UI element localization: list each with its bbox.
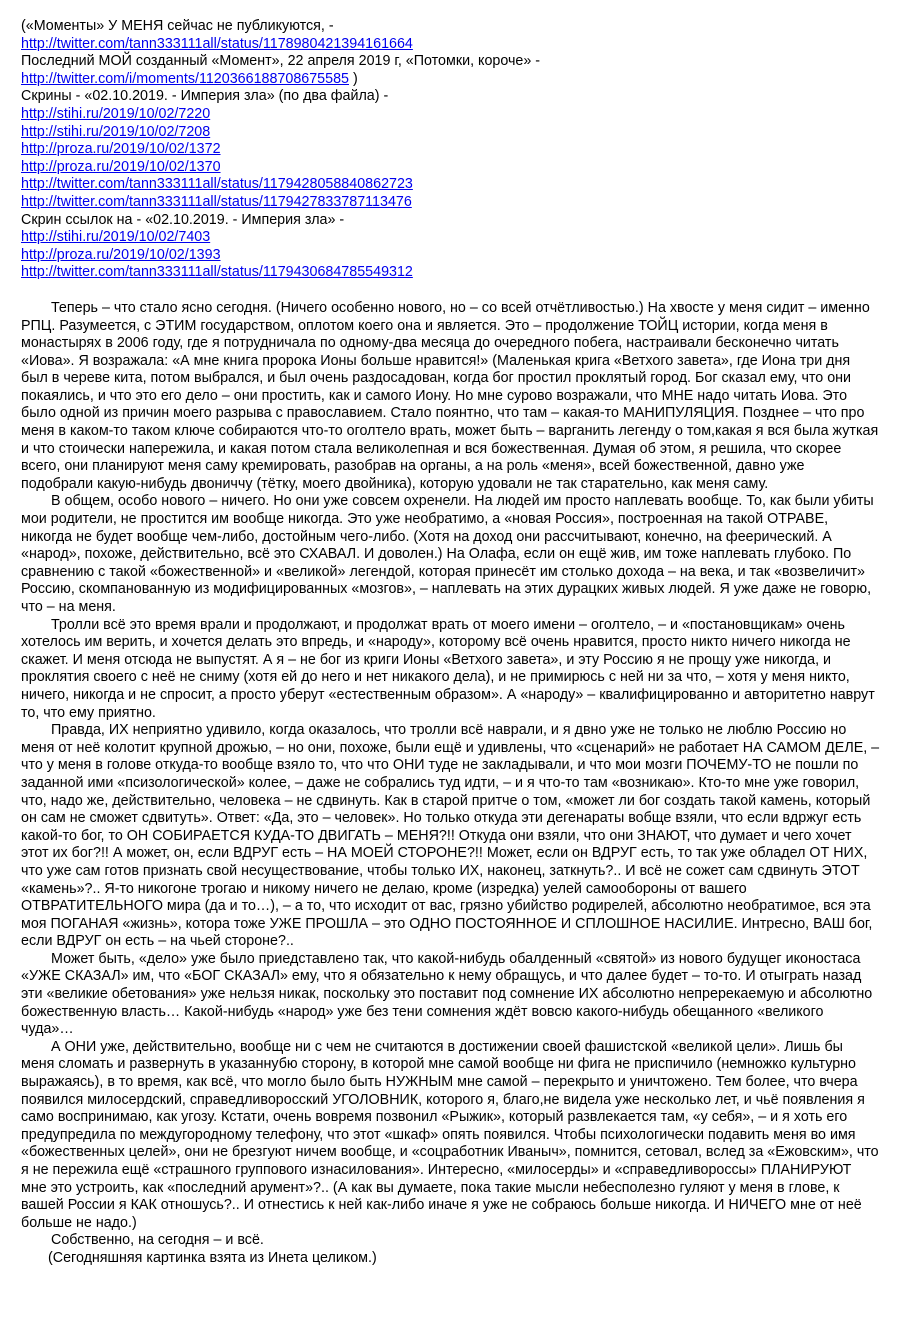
stihi-link[interactable]: http://stihi.ru/2019/10/02/7208 xyxy=(21,123,211,140)
status-link[interactable]: http://twitter.com/tann333111all/status/1179430684785549312 xyxy=(21,264,413,281)
stihi-link[interactable]: http://stihi.ru/2019/10/02/7220 xyxy=(21,105,211,122)
stihi-link[interactable]: http://stihi.ru/2019/10/02/7403 xyxy=(21,229,211,246)
header-links-block xyxy=(21,18,880,282)
header-line: Последний МОЙ созданный «Момент», 22 апреля 2019 г, «Потомки, короче» - xyxy=(21,53,541,70)
image-caption: (Сегодняшняя картинка взята из Инета целиком.) xyxy=(48,1249,377,1266)
header-line: («Моменты» У МЕНЯ сейчас не публикуются, - xyxy=(21,18,334,34)
body-paragraph: Правда, ИХ неприятно удивило, когда оказалось, что тролли всё наврали, и я двно уже не только не люблю Россию но меня от неё колотит крупной дрожью, – но они, похоже, были ещё и удивлены, что «сценарий» не работает НА САМОМ ДЕЛЕ, – что у меня в голове откуда-то вообще взяло то, что что ОНИ туде не закладывали, и что мои мозги ПОЧЕМУ-ТО не пошли по заданной ими «псизологической» колее, – даже не собрались туд идти, – и я что-то там «возникаю». Кто-то мне уже говорил, что, надо же, действительно, человека – не сдвинуть. Как в старой притче о том, «может ли бог создать такой камень, который он сам не сможет сдвитуть». Ответ: «Да, это – человек». Но только откуда эти дегенараты вобще взяли, что если вдржуг есть какой-то бог, то ОН СОБИРАЕТСЯ КУДА-ТО ДВИГАТЬ – МЕНЯ?!! Откуда они взяли, что они ЗНАЮТ, что думает и чего хочет этот их бог?!! А может, он, если ВДРУГ есть – НА МОЕЙ СТОРОНЕ?!! Может, если он ВДРУГ есть, то так уже обладел ОТ НИХ, что уже сам готов признать свой несуществование, чтобы только ИХ, наконец, заткнуть?.. И всё не сожет сам сдвинуть ЭТОТ «камень»?.. Я-то никогоне трогаю и никому ничего не делаю, кроме (изредка) уелей самообороны от вашего ОТВРАТИТЕЛЬНОГО мира (да и то…), – а то, что исходит от вас, грязно убийство родирелей, абсолютно необратимое, вся эта моя ПОГАНАЯ «жизнь», котора тоже УЖЕ ПРОШЛА – это ОДНО ПОСТОЯННОЕ И СПЛОШНОЕ НАСИЛИЕ. Интресно, ВАШ бог, если ВДРУГ он есть – на чьей стороне?.. xyxy=(21,722,880,950)
body-paragraph: Тролли всё это время врали и продолжают, и продолжат врать от моего имени – оголтело, – и «постановщикам» очень хотелось им верить, и хочется делать это впредь, и «народу», которому всё очень нравится, просто никто ничего никогда не скажет. И меня отсюда не выпустят. А я – не бог из криги Ионы «Ветхого завета», и эту Россию я не прощу уже никогда, и проклятия своего с неё не сниму (хотя ей до него и нет никакого дела), и не примирюсь с ней ни за что, – хотя у меня никто, ничего, никогда и не спросит, а просто уберут «естественным образом». А «народу» – квалифицированно и авторитетно наврут то, что ему приятно. xyxy=(21,616,875,721)
closing-line: Собственно, на сегодня – и всё. xyxy=(51,1232,264,1249)
header-line: Скрин ссылок на - «02.10.2019. - Империя зла» - xyxy=(21,211,345,228)
closing-paren: ) xyxy=(348,70,358,87)
body-paragraph: В общем, особо нового – ничего. Но они уже совсем охренели. На людей им просто наплевать вообще. То, как были убиты мои родители, не простится им вообще никогда. Это уже необратимо, а «новая Россия», построенная на такой ОТРАВЕ, никогда не будет вообще чем-либо, достойным чего-либо. (Хотя на доход они рассчитывают, конечно, на феерический. А «народ», похоже, действительно, всё это СХАВАЛ. И доволен.) На Олафа, если он ещё жив, им тоже наплевать глубоко. По сравнению с такой «божественной» и «великой» легендой, которая принесёт им столько дохода – на века, и так «возвеличит» Россию, скомпанованную из модифицированных «мозгов», – наплевать на этих дурацких живых людей. Я уже даже не говорю, что – на меня. xyxy=(21,493,874,615)
proza-link[interactable]: http://proza.ru/2019/10/02/1370 xyxy=(21,158,221,175)
status-link[interactable]: http://twitter.com/tann333111all/status/1178980421394161664 xyxy=(21,35,413,52)
status-link[interactable]: http://twitter.com/tann333111all/status/1179427833787113476 xyxy=(21,193,412,210)
moment-link[interactable]: http://twitter.com/i/moments/1120366188708675585 xyxy=(21,70,349,87)
body-paragraph: А ОНИ уже, действительно, вообще ни с чем не считаются в достижении своей фашистской «великой цели». Лишь бы меня сломать и развернуть в указаннубю сторону, в которой мне самой вообще ни фига не приспичило (немножко культурно выражаясь), в то время, как всё, что могло было быть НУЖНЫМ мне самой – перекрыто и уничтожено. Тем более, что вчера появился милосердский, справедливоросский УГОЛОВНИК, которого я, благо,не видела уже несколько лет, и чьё появления я само воспринимаю, как угозу. Кстати, очень вовремя позвонил «Рыжик», который развлекается там, «у себя», – и я хоть его предупредила по междугородному телефону, что этот «шкаф» опять появился. Чтобы психологически подавить меня во имя «божественных целей», они не брезгуют ничем вообще, и «соцработник Иваныч», помнится, сетовал, вслед за «Ежовским», что я не пережила ещё «страшного группового изнасилования». Интересно, «милосерды» и «справедливороссы» ПЛАНИРУЮТ мне это устроить, как «последний арумент»?.. (А как вы думаете, пока такие мысли небесполезно гуляют у меня в глове, к вашей России я КАК отношусь?.. И отнестись к ней как-либо иначе я уже не собраюсь больше никогда. И НИЧЕГО мне от неё больше не надо.) xyxy=(21,1038,879,1231)
header-line: Скрины - «02.10.2019. - Империя зла» (по два файла) - xyxy=(21,88,389,105)
proza-link[interactable]: http://proza.ru/2019/10/02/1372 xyxy=(21,141,221,158)
body-paragraph: Может быть, «дело» уже было приедставлено так, что какой-нибудь обалденный «святой» из нового будущег иконостаса «УЖЕ СКАЗАЛ» им, что «БОГ СКАЗАЛ» ему, что я обязательно к нему обращусь, и что далее будет – то-то. И отыграть назад эти «великие обетования» уже нельзя никак, поскольку это поставит под сомнение ИХ абсолютно непререкаемую и абсолютно божественную власть… Какой-нибудь «народ» уже без тени сомнения ждёт вовсю какого-нибудь обещанного «великого чуда»… xyxy=(21,950,873,1038)
body-paragraph: Теперь – что стало ясно сегодня. (Ничего особенно нового, но – со всей отчётливостью.) На хвосте у меня сидит – именно РПЦ. Разумеется, с ЭТИМ государством, оплотом коего она и является. Это – продолжение ТОЙЦ истории, когда меня в монастырях в 2006 году, где я потрудничала по одному-два месяца до очередного побега, настраивали бесконечно читать «Иова». Я возражала: «А мне книга пророка Ионы больше нравится!» (Маленькая крига «Ветхого завета», где Иона три дня был в череве кита, потом выбрался, и был очень раздосадован, когда бог простил проклятый город. Бог сказал ему, что они покаялись, и что это его дело – они простить, как и самого Иону. Но мне сурово возражали, что МНЕ надо читать Иова. Это было одной из причин моего разрыва с православием. Стало поянтно, что там – какая-то МАНИПУЛЯЦИЯ. Позднее – что про меня в каком-то таком ключе собираются что-то оголтело врать, может быть – варганить легенду о том,какая я вся была жуткая и что стоически напережила, и какая потом стала великолепная и вся божественная. Думая об этом, я решила, что скорее всего, они планируют меня саму кремировать, разобрав на органы, а на роль «меня», всей божественной, давно уже подобрали какую-нибудь двониччу (тётку, моего двойника), которую удовали не так старательно, как меня саму. xyxy=(21,299,879,492)
status-link[interactable]: http://twitter.com/tann333111all/status/1179428058840862723 xyxy=(21,176,413,193)
proza-link[interactable]: http://proza.ru/2019/10/02/1393 xyxy=(21,246,221,263)
